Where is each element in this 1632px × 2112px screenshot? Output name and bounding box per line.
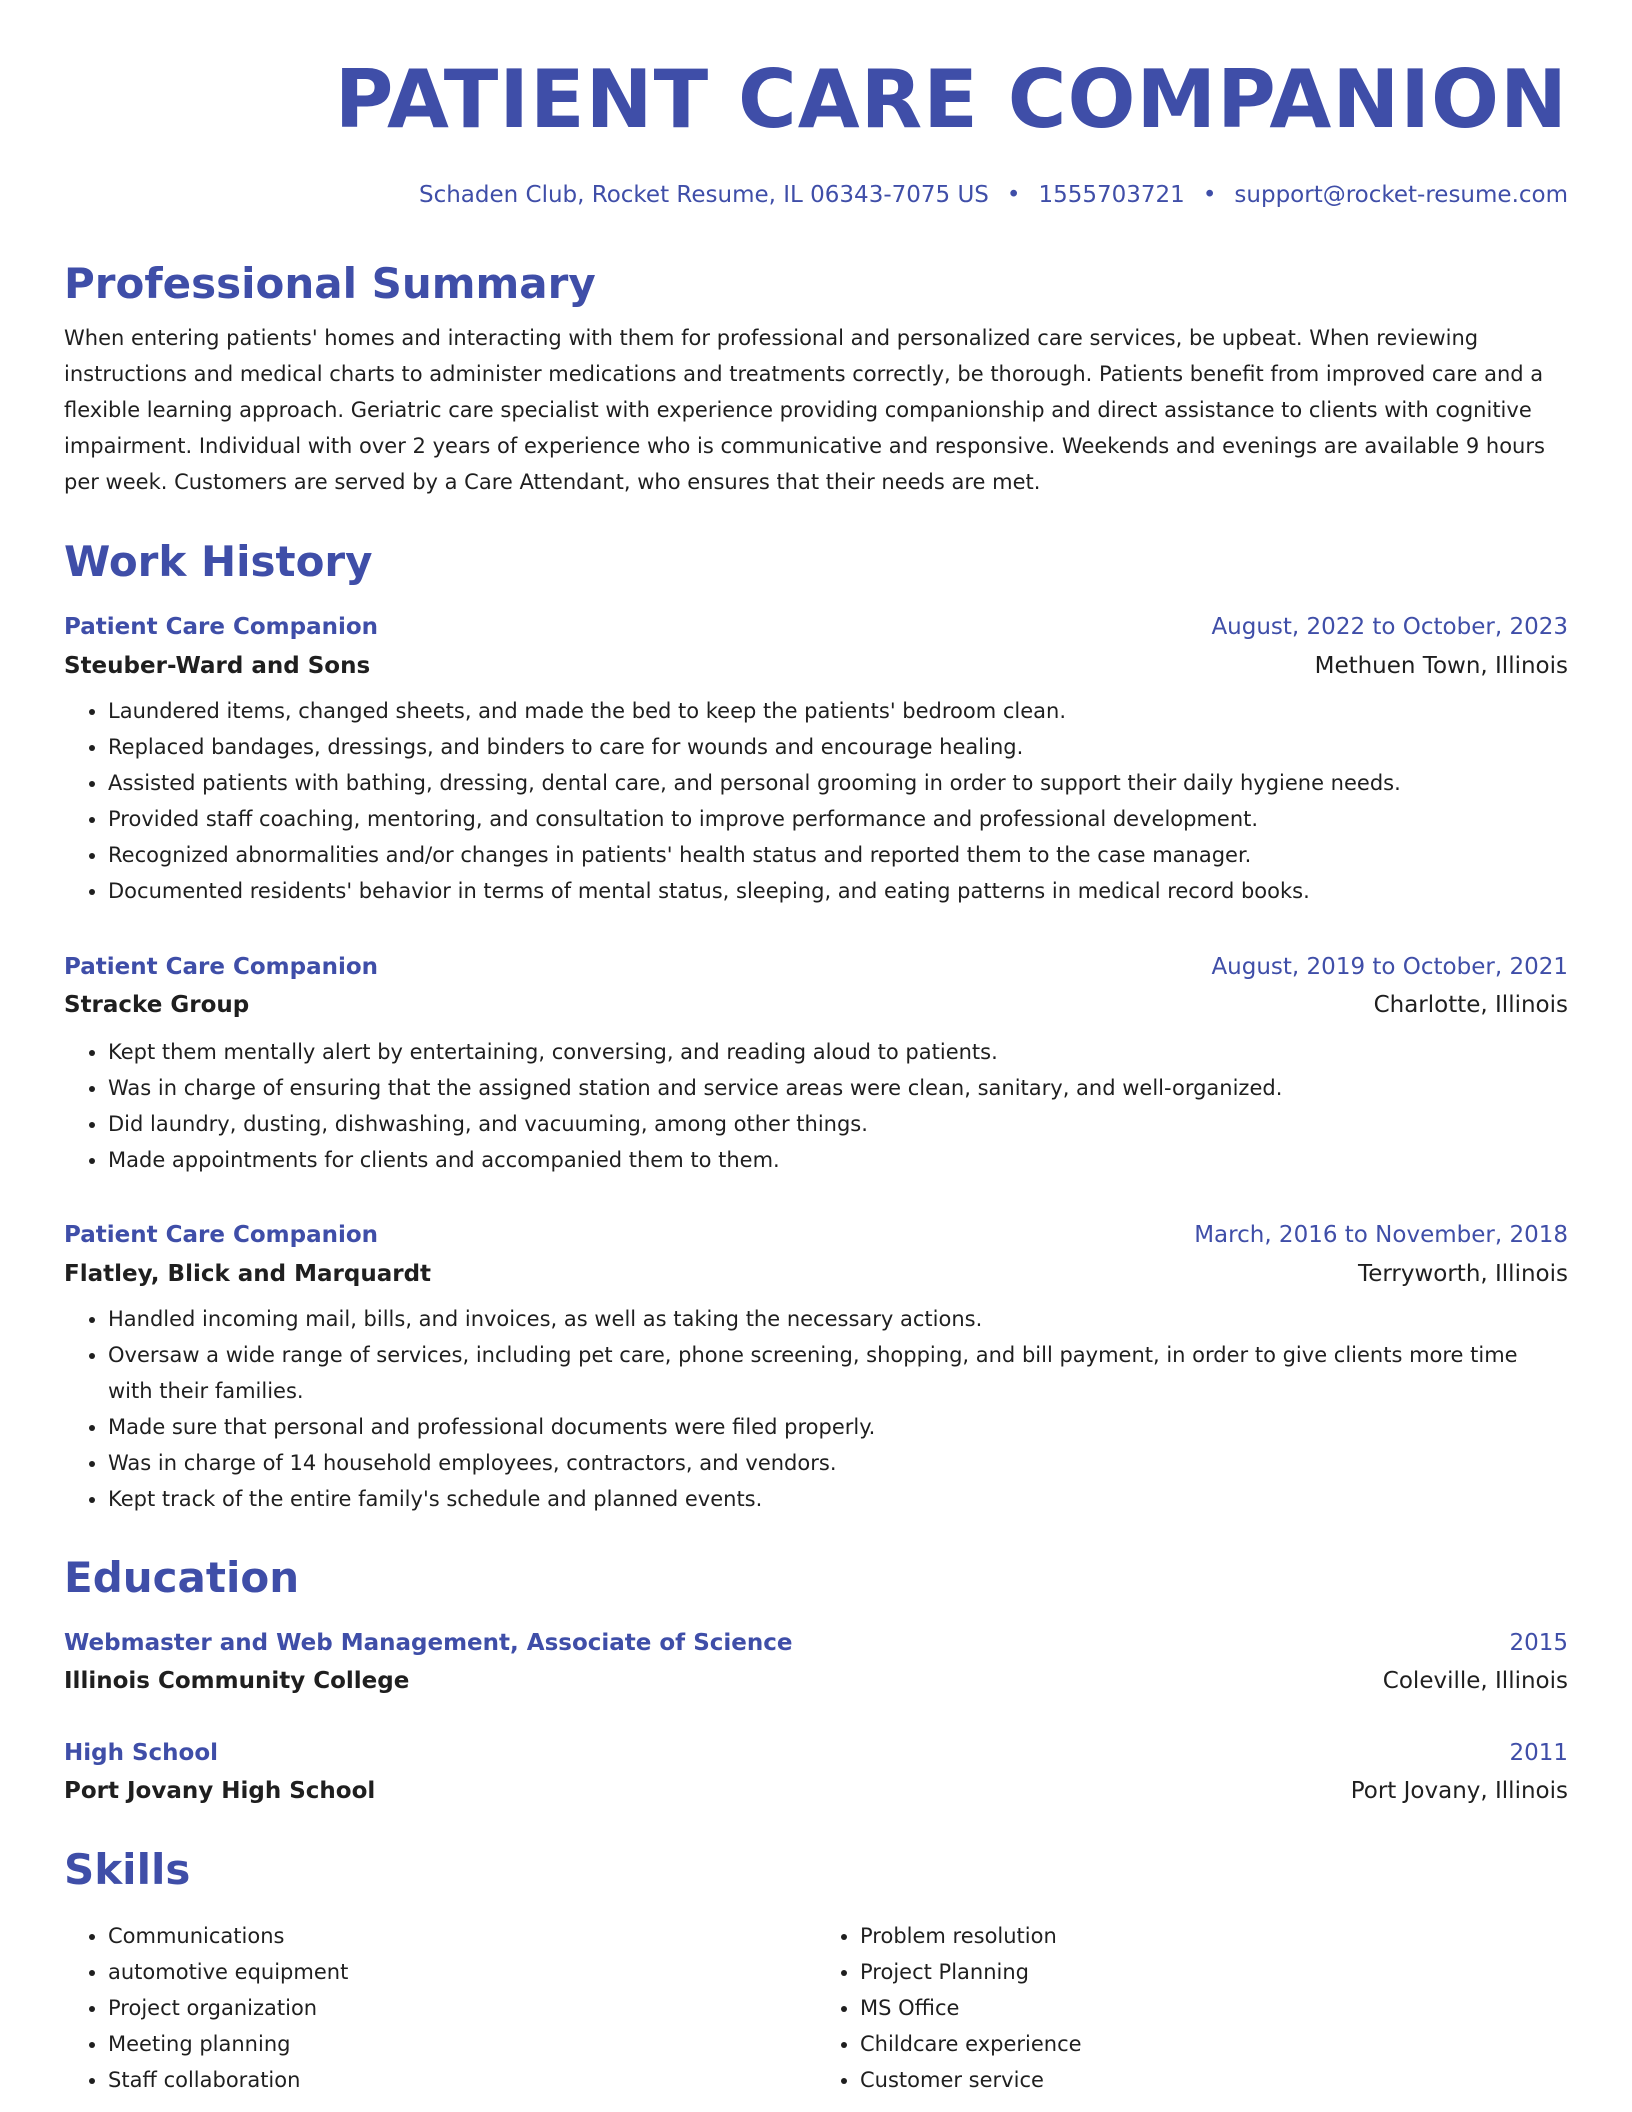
skill-item: • MS Office [860,1990,1568,2026]
job-bullets [64,1301,1568,1517]
list-item: • Replaced bandages, dressings, and binders to care for wounds and encourage healing. [108,729,1568,765]
job-company: Stracke Group [64,992,250,1018]
separator: • [1202,182,1217,208]
job-location: Terryworth, Illinois [1358,1261,1568,1287]
skill-item: • Childcare experience [860,2026,1568,2062]
job-location: Methuen Town, Illinois [1314,653,1568,679]
contact-line [419,180,1568,210]
section-title-work: Work History [64,537,373,586]
list-item: • Assisted patients with bathing, dressing, dental care, and personal grooming in order to support their daily hygiene needs. [108,765,1568,801]
degree: High School [64,1740,219,1766]
job-bullets [64,693,1568,909]
school-location: Port Jovany, Illinois [1350,1778,1568,1804]
skill-item: • Customer service [860,2062,1568,2098]
list-item: • Made appointments for clients and accompanied them to them. [108,1142,1568,1178]
skills-list-left [64,1918,816,2098]
list-item: • Provided staff coaching, mentoring, and consultation to improve performance and professional development. [108,801,1568,837]
section-title-skills: Skills [64,1845,191,1894]
job-bullets [64,1034,1568,1178]
email[interactable]: support@rocket-resume.com [1234,182,1568,208]
list-item: • Was in charge of 14 household employees, contractors, and vendors. [108,1445,1568,1481]
education-entry [64,1628,1568,1696]
job-title: Patient Care Companion [64,954,379,980]
job-company: Flatley, Blick and Marquardt [64,1261,432,1287]
list-item: • Documented residents' behavior in terms of mental status, sleeping, and eating patterns in medical record books. [108,873,1568,909]
candidate-name: PATIENT CARE COMPANION [334,53,1568,146]
list-item: • Handled incoming mail, bills, and invoices, as well as taking the necessary actions. [108,1301,1568,1337]
graduation-year: 2015 [1509,1630,1568,1656]
skills-grid [64,1918,1568,2098]
skill-item: • Project Planning [860,1954,1568,1990]
job-title: Patient Care Companion [64,1222,379,1248]
skill-item: • automotive equipment [108,1954,816,1990]
job-company: Steuber-Ward and Sons [64,653,371,679]
skill-item: • Staff collaboration [108,2062,816,2098]
job-dates: March, 2016 to November, 2018 [1194,1222,1568,1248]
list-item: • Kept them mentally alert by entertaining, conversing, and reading aloud to patients. [108,1034,1568,1070]
work-section [64,536,1568,588]
school: Port Jovany High School [64,1778,376,1804]
skills-list-right [816,1918,1568,2098]
job-title: Patient Care Companion [64,614,379,640]
skill-item: • Project organization [108,1990,816,2026]
skill-item: • Meeting planning [108,2026,816,2062]
phone[interactable]: 1555703721 [1038,182,1185,208]
list-item: • Was in charge of ensuring that the assigned station and service areas were clean, sanitary, and well-organized. [108,1070,1568,1106]
skill-item: • Problem resolution [860,1918,1568,1954]
job-entry [64,1220,1568,1517]
job-dates: August, 2022 to October, 2023 [1211,614,1568,640]
school: Illinois Community College [64,1668,410,1694]
skills-section [64,1844,1568,1896]
separator: • [1006,182,1021,208]
summary-text: When entering patients' homes and interacting with them for professional and personalized care services, be upbeat. When reviewing instructions and medical charts to administer medications and treatments correctly, be thorough. Patients benefit from improved care and a flexible learning approach. Geriatric care specialist with experience providing companionship and direct assistance to clients with cognitive impairment. Individual with over 2 years of experience who is communicative and responsive. Weekends and evenings are available 9 hours per week. Customers are served by a Care Attendant, who ensures that their needs are met. [64,326,1545,494]
list-item: • Kept track of the entire family's schedule and planned events. [108,1481,1568,1517]
job-entry [64,952,1568,1178]
job-dates: August, 2019 to October, 2021 [1211,954,1568,980]
summary-section [64,258,1568,500]
list-item: • Recognized abnormalities and/or changes in patients' health status and reported them to the case manager. [108,837,1568,873]
list-item: • Laundered items, changed sheets, and made the bed to keep the patients' bedroom clean. [108,693,1568,729]
list-item: • Made sure that personal and professional documents were filed properly. [108,1409,1568,1445]
graduation-year: 2011 [1509,1740,1568,1766]
list-item: • Did laundry, dusting, dishwashing, and vacuuming, among other things. [108,1106,1568,1142]
education-entry [64,1738,1568,1806]
degree: Webmaster and Web Management, Associate of Science [64,1630,793,1656]
skill-item: • Communications [108,1918,816,1954]
job-location: Charlotte, Illinois [1373,992,1568,1018]
job-entry [64,612,1568,909]
section-title-summary: Professional Summary [64,259,596,308]
section-title-education: Education [64,1553,300,1602]
address: Schaden Club, Rocket Resume, IL 06343-7075 US [418,182,989,208]
list-item: • Oversaw a wide range of services, including pet care, phone screening, shopping, and bill payment, in order to give clients more time with their families. [108,1337,1568,1409]
education-section [64,1552,1568,1604]
school-location: Coleville, Illinois [1382,1668,1568,1694]
